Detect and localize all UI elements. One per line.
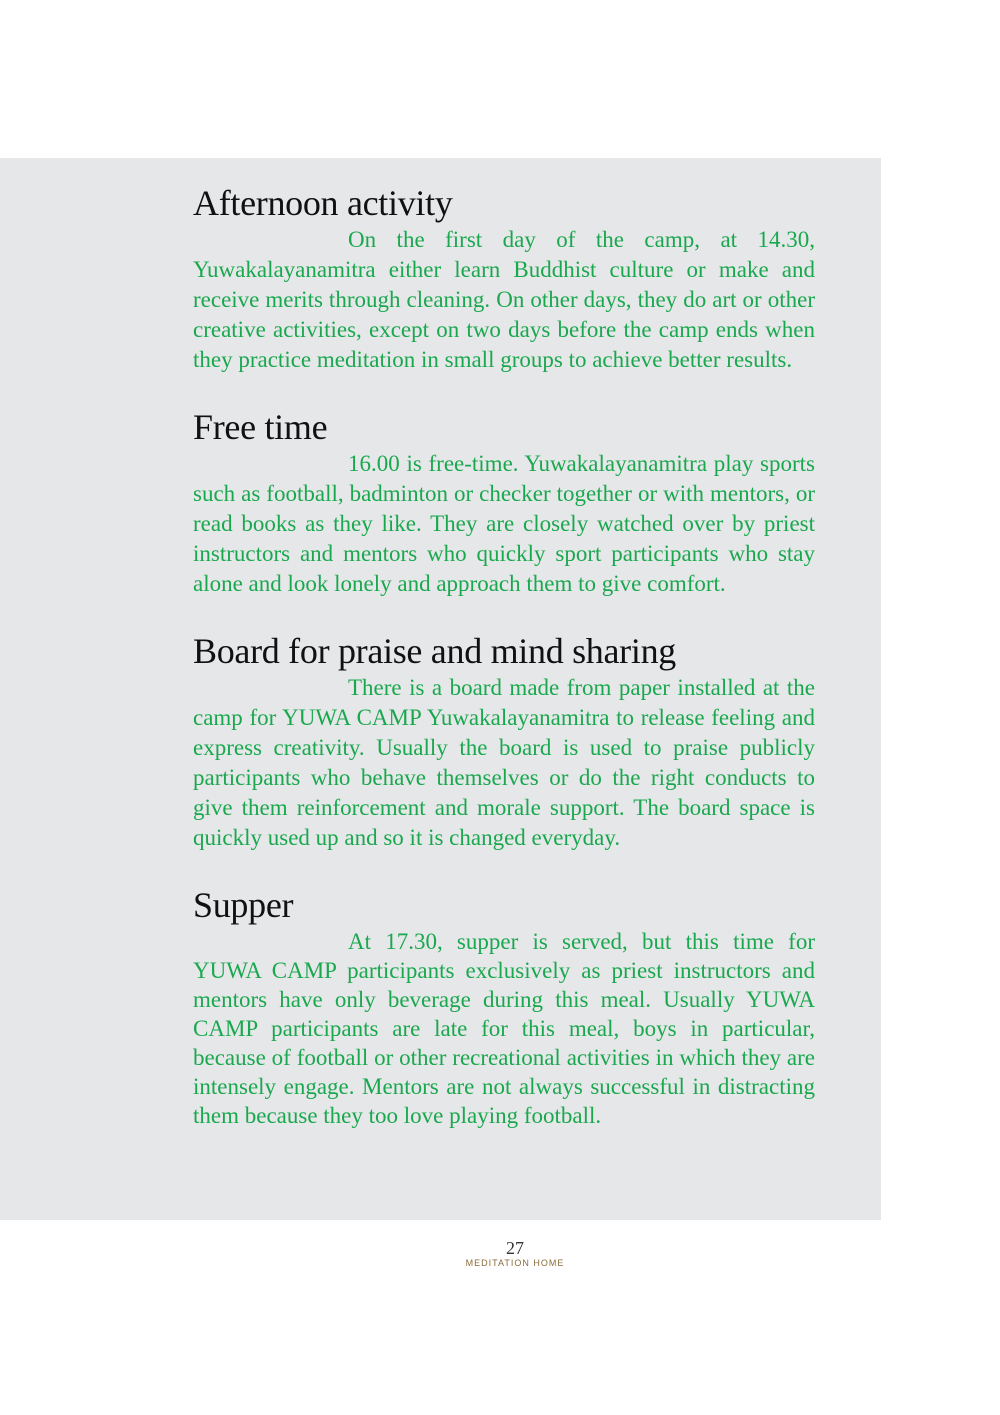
section-heading: Supper (193, 885, 294, 925)
section-heading: Free time (193, 407, 328, 447)
section-supper (193, 883, 815, 1130)
section-body: At 17.30, supper is served, but this time for YUWA CAMP participants exclusively as priest instructors and mentors have only beverage during this meal. Usually YUWA CAMP participants are late for this meal, boys in particular, because of football or other recreational activities in which they are intensely engage. Mentors are not always successful in distracting them because they too love playing football. (193, 929, 815, 1128)
section-afternoon-activity (193, 181, 815, 375)
page-content (193, 181, 815, 1130)
section-body: On the first day of the camp, at 14.30, Yuwakalayanamitra either learn Buddhist culture or make and receive merits through cleaning. On other days, they do art or other creative activities, except on two days before the camp ends when they practice meditation in small groups to achieve better results. (193, 227, 815, 372)
section-heading: Board for praise and mind sharing (193, 631, 676, 671)
section-body: 16.00 is free-time. Yuwakalayanamitra play sports such as football, badminton or checker together or with mentors, or read books as they like. They are closely watched over by priest instructors and mentors who quickly sport participants who stay alone and look lonely and approach them to give comfort. (193, 451, 815, 596)
section-heading: Afternoon activity (193, 183, 453, 223)
section-free-time (193, 405, 815, 599)
section-body: There is a board made from paper installed at the camp for YUWA CAMP Yuwakalayanamitra to release feeling and express creativity. Usually the board is used to praise publicly participants who behave themselves or do the right conducts to give them reinforcement and morale support. The board space is quickly used up and so it is changed everyday. (193, 675, 815, 850)
page-footer (0, 1238, 1000, 1268)
section-board-for-praise (193, 629, 815, 853)
footer-brand: MEDITATION HOME (465, 1258, 565, 1268)
page-number: 27 (506, 1238, 524, 1258)
